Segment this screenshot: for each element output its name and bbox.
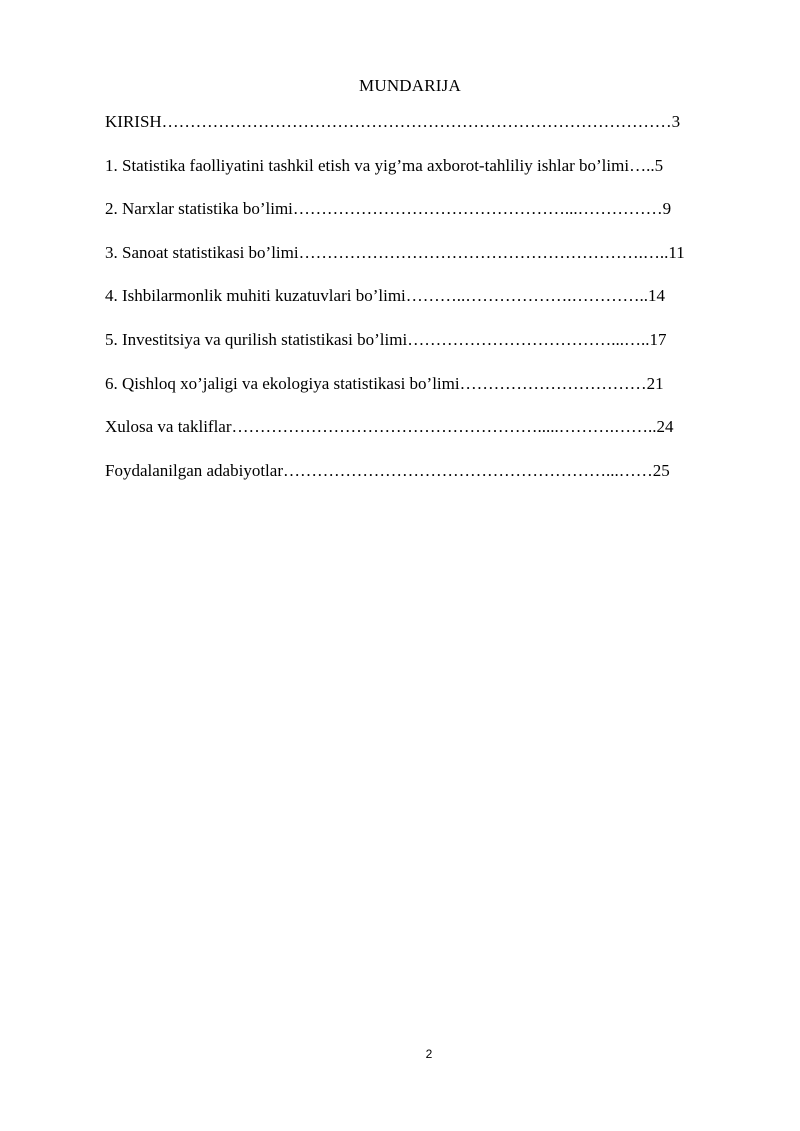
toc-entry-text: 6. Qishloq xo’jaligi va ekologiya statistikasi bo’limi……………………………21 [105, 373, 664, 393]
toc-entry-section-1[interactable] [105, 154, 725, 198]
toc-entry-introduction[interactable] [105, 110, 725, 154]
toc-entry-text: 4. Ishbilarmonlik muhiti kuzatuvlari bo’limi………..……………….…………..14 [105, 286, 666, 306]
toc-entry-text: Foydalanilgan adabiyotlar…………………………………………………...……25 [105, 460, 670, 480]
toc-entry-text: 1. Statistika faolliyatini tashkil etish va yig’ma axborot-tahliliy ishlar bo’limi…..5 [105, 155, 664, 175]
toc-entry-text: 3. Sanoat statistikasi bo’limi…………………………………………………….…..11 [105, 242, 685, 262]
toc-entry-section-6[interactable] [105, 372, 725, 416]
toc-entry-text: KIRISH………………………………………………………………………………3 [105, 112, 681, 131]
table-of-contents [105, 110, 725, 502]
toc-entry-section-3[interactable] [105, 241, 725, 285]
toc-entry-references[interactable] [105, 459, 725, 503]
toc-entry-text: Xulosa va takliflar……………………………………………….....……….……..24 [105, 417, 674, 437]
toc-entry-text: 5. Investitsiya va qurilish statistikasi bo’limi………………………………...…..17 [105, 329, 667, 349]
toc-entry-section-4[interactable] [105, 284, 725, 328]
toc-entry-section-2[interactable] [105, 197, 725, 241]
toc-entry-text: 2. Narxlar statistika bo’limi…………………………………………...……………9 [105, 199, 672, 219]
toc-entry-conclusion[interactable] [105, 415, 725, 459]
document-title: MUNDARIJA [359, 76, 461, 95]
toc-entry-section-5[interactable] [105, 328, 725, 372]
page-number: 2 [425, 1047, 433, 1061]
